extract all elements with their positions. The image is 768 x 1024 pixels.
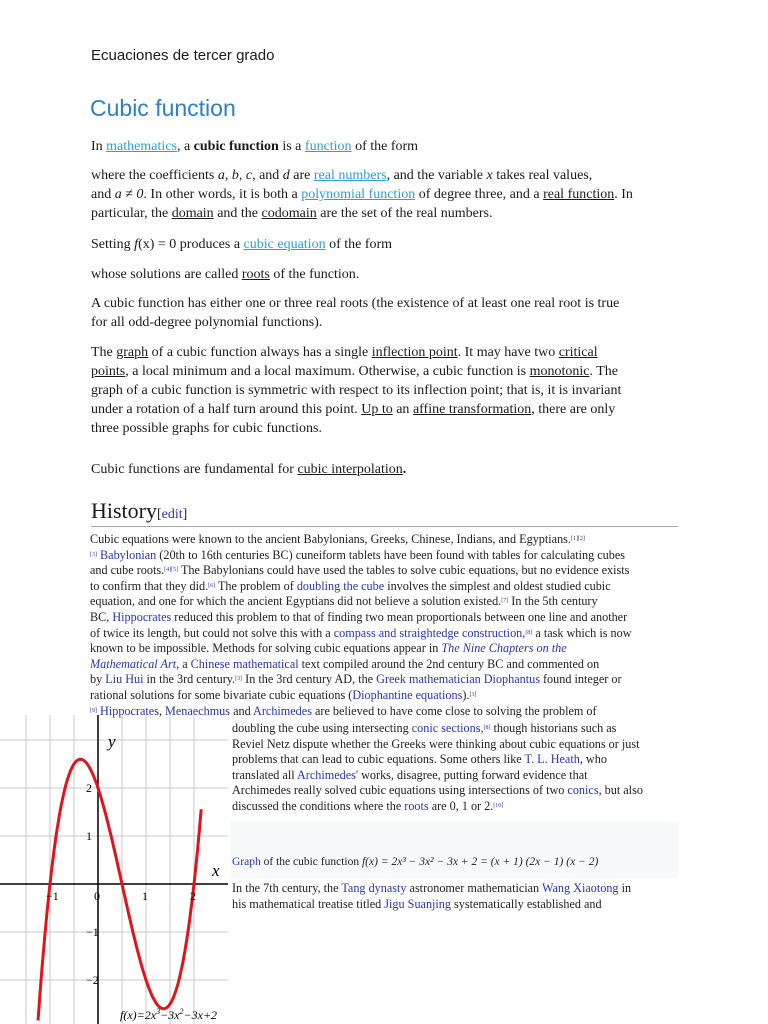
- text: equation, and one for which the ancient Egyptians did not believe a solution existed.: [90, 594, 502, 609]
- text: particular, the: [91, 206, 172, 221]
- text: Cubic equations were known to the ancient Babylonians, Greeks, Chinese, Indians, and Egyptians.: [90, 532, 571, 546]
- text: The: [91, 345, 117, 360]
- text: of the cubic function: [260, 856, 362, 868]
- link-archimedes-2[interactable]: Archimedes': [296, 767, 359, 782]
- coefficients-paragraph: [91, 166, 691, 223]
- section-title: History: [91, 498, 157, 523]
- document-title: Ecuaciones de tercer grado: [91, 47, 275, 64]
- plot-grid: [0, 715, 228, 1024]
- page-heading: Cubic function: [90, 95, 236, 121]
- tang-paragraph: [232, 881, 682, 912]
- text: text compiled around the 2nd century BC and commented on: [298, 656, 600, 671]
- text: a task which is now: [532, 625, 632, 640]
- y-tick-label: −2: [86, 973, 99, 987]
- text: (20th to 16th centuries BC) cuneiform tablets have been found with tables for calculating cubes: [156, 547, 625, 562]
- text: are 0, 1 or 2.: [428, 798, 494, 813]
- text: ,: [158, 703, 166, 718]
- link-nine-chapters-2[interactable]: Mathematical Art: [90, 656, 177, 671]
- text: to confirm that they did.: [90, 578, 209, 593]
- link-archimedes[interactable]: Archimedes: [253, 703, 312, 718]
- text-line: Reviel Netz dispute whether the Greeks were thinking about cubic equations or just: [232, 736, 640, 751]
- var: f: [134, 237, 139, 252]
- var: d: [282, 168, 290, 183]
- link-hippocrates-2[interactable]: Hippocrates: [100, 703, 159, 718]
- text: of the form: [351, 139, 419, 154]
- link-doubling-the-cube[interactable]: doubling the cube: [296, 578, 385, 593]
- text: In the 3rd century AD, the: [242, 672, 377, 687]
- link-polynomial-function[interactable]: polynomial function: [301, 187, 416, 202]
- link-monotonic[interactable]: monotonic: [529, 364, 590, 379]
- text: rational solutions for some bivariate cubic equations (: [90, 687, 353, 702]
- x-tick-label: 2: [190, 889, 196, 903]
- var: a: [217, 168, 225, 183]
- text: = 0 produces a: [154, 237, 244, 252]
- text: are the set of the real numbers.: [316, 206, 493, 221]
- edit-link[interactable]: edit: [161, 507, 183, 522]
- text: of degree three, and a: [415, 187, 544, 202]
- text-line: three possible graphs for cubic functions.: [91, 421, 322, 436]
- setting-paragraph: [91, 235, 392, 254]
- citation[interactable]: [6]: [208, 582, 216, 589]
- text: ,: [238, 168, 246, 183]
- text: of a cubic function always has a single: [148, 345, 372, 360]
- citation[interactable]: [3]: [469, 691, 477, 698]
- text: found integer or: [539, 672, 622, 687]
- text: are: [289, 168, 314, 183]
- cubic-function-graph: [0, 715, 228, 1024]
- var: x: [486, 168, 493, 183]
- text: , a: [176, 656, 191, 671]
- y-tick-label: 1: [86, 829, 92, 843]
- link-diophantus[interactable]: Diophantus: [483, 672, 540, 687]
- text: , there are only: [531, 402, 616, 417]
- link-critical-points[interactable]: critical: [558, 345, 598, 360]
- citation[interactable]: [9]: [90, 707, 97, 714]
- link-domain[interactable]: domain: [171, 206, 214, 221]
- history-heading: [91, 498, 678, 527]
- text: by: [90, 672, 106, 687]
- function-annotation: $f(x)=2x^3-3x^2-3x+2$: [120, 1007, 218, 1022]
- citation[interactable]: [10]: [493, 802, 504, 809]
- text: , a: [176, 139, 194, 154]
- link-liu-hui[interactable]: Liu Hui: [105, 672, 144, 687]
- link-critical-points-2[interactable]: points: [91, 364, 126, 379]
- link-graph-caption[interactable]: Graph: [232, 856, 261, 868]
- text: though historians such as: [490, 721, 617, 735]
- text: works, disagree, putting forward evidence that: [358, 767, 588, 782]
- text: , but also: [598, 783, 643, 798]
- text: . In other words, it is both a: [143, 187, 302, 202]
- text-line: for all odd-degree polynomial functions).: [91, 315, 323, 330]
- text: , a local minimum and a local maximum. Otherwise, a cubic function is: [125, 364, 530, 379]
- text: . In: [614, 187, 633, 202]
- link-real-numbers[interactable]: real numbers: [313, 168, 387, 183]
- real-roots-paragraph: [91, 294, 619, 332]
- text: is a: [278, 139, 305, 154]
- y-tick-label: −1: [86, 925, 99, 939]
- link-menaechmus[interactable]: Menaechmus: [165, 703, 231, 718]
- link-function[interactable]: function: [304, 139, 352, 154]
- link-heath[interactable]: T. L. Heath: [524, 752, 580, 767]
- text: his mathematical treatise titled: [232, 896, 385, 911]
- text: are believed to have come close to solving the problem of: [311, 703, 597, 718]
- text: of the form: [325, 237, 393, 252]
- link-nine-chapters[interactable]: The Nine Chapters on the: [441, 641, 567, 656]
- link-greek-mathematician[interactable]: Greek mathematician: [376, 672, 481, 687]
- x-axis-label: x: [212, 861, 220, 880]
- text: in the 3rd century.: [143, 672, 236, 687]
- y-axis-label: y: [108, 732, 116, 751]
- link-babylonian[interactable]: Babylonian: [100, 547, 157, 562]
- link-diophantine-equations[interactable]: Diophantine equations: [352, 687, 463, 702]
- link-jigu-suanjing[interactable]: Jigu Suanjing: [384, 896, 451, 911]
- text-line: A cubic function has either one or three real roots (the existence of at least one real root is true: [91, 296, 620, 311]
- citation[interactable]: [8]: [483, 725, 491, 731]
- text: In the 7th century, the: [232, 881, 342, 895]
- text: Cubic functions are fundamental for: [91, 462, 298, 477]
- text: astronomer mathematician: [406, 881, 542, 895]
- text: and: [230, 703, 254, 718]
- text: and cube roots.: [90, 563, 165, 578]
- text: of the function.: [269, 267, 360, 282]
- text: In: [91, 139, 107, 154]
- text: under a rotation of a half turn around this point.: [91, 402, 362, 417]
- citation[interactable]: [3]: [90, 551, 97, 558]
- citation[interactable]: [4][5]: [164, 567, 179, 574]
- cubic-curve: [38, 759, 201, 1020]
- text: an: [392, 402, 413, 417]
- text: Archimedes really solved cubic equations using intersections of two: [232, 783, 568, 798]
- text: known to be impossible. Methods for solving cubic equations appear in: [90, 641, 442, 656]
- link-conic-sections[interactable]: conic sections,: [411, 721, 484, 735]
- caption-formula: f(x) = 2x³ − 3x² − 3x + 2 = (x + 1) (2x − 1) (x − 2): [361, 856, 599, 868]
- text: and: [91, 187, 115, 202]
- text: systematically established and: [451, 896, 602, 911]
- y-tick-label: 2: [86, 781, 92, 795]
- float-paragraph: [232, 721, 682, 815]
- text: Setting: [91, 237, 135, 252]
- bold-term: cubic function: [193, 139, 279, 154]
- text: takes real values,: [492, 168, 593, 183]
- var: c: [245, 168, 253, 183]
- text: whose solutions are called: [91, 267, 242, 282]
- text: of twice its length, but could not solve this with a: [90, 625, 334, 640]
- text: , who: [579, 752, 607, 767]
- history-body: [90, 532, 690, 719]
- graph-paragraph: [91, 343, 621, 438]
- text: problems that can lead to cubic equations. Some others like: [232, 752, 525, 767]
- link-chinese-mathematical[interactable]: Chinese mathematical: [190, 656, 299, 671]
- bracket: [: [157, 507, 162, 522]
- text: where the coefficients: [91, 168, 218, 183]
- text: The problem of: [215, 578, 297, 593]
- intro-paragraph: [91, 137, 418, 156]
- text: translated all: [232, 767, 297, 782]
- link-mathematics[interactable]: mathematics: [106, 139, 177, 154]
- x-tick-label: 1: [142, 889, 148, 903]
- link-wang-xiaotong[interactable]: Wang Xiaotong: [541, 881, 619, 895]
- text: .: [402, 462, 407, 477]
- bracket: ]: [182, 507, 188, 522]
- interpolation-paragraph: [91, 460, 406, 479]
- text: discussed the conditions where the: [232, 798, 405, 813]
- text: reduced this problem to that of finding two mean proportionals between one line and another: [171, 609, 628, 624]
- text: BC,: [90, 609, 113, 624]
- text: , and the variable: [386, 168, 487, 183]
- link-inflection-point[interactable]: inflection point: [371, 345, 458, 360]
- var: b: [231, 168, 239, 183]
- link-graph[interactable]: graph: [116, 345, 149, 360]
- text: involves the simplest and oldest studied cubic: [384, 578, 611, 593]
- link-compass-straightedge[interactable]: compass and straightedge construction,: [333, 625, 526, 640]
- text-line: graph of a cubic function is symmetric with respect to its inflection point; that is, it is invariant: [91, 383, 622, 398]
- text: ,: [224, 168, 232, 183]
- link-codomain[interactable]: codomain: [261, 206, 317, 221]
- link-cubic-interpolation[interactable]: cubic interpolation: [297, 462, 403, 477]
- text: , and: [252, 168, 283, 183]
- link-affine-transformation[interactable]: affine transformation: [412, 402, 532, 417]
- figure-caption: [232, 855, 598, 871]
- citation[interactable]: [3]: [235, 676, 243, 683]
- link-hippocrates[interactable]: Hippocrates: [112, 609, 172, 624]
- x-tick-label: −1: [46, 889, 59, 903]
- text: (x): [138, 237, 155, 252]
- text: ).: [462, 687, 470, 702]
- citation[interactable]: [7]: [501, 598, 509, 605]
- link-conics[interactable]: conics: [567, 783, 599, 798]
- text: In the 5th century: [508, 594, 598, 609]
- text: . It may have two: [457, 345, 559, 360]
- text: . The: [589, 364, 618, 379]
- citation[interactable]: [1][2]: [570, 536, 585, 542]
- link-real-function[interactable]: real function: [543, 187, 615, 202]
- link-roots[interactable]: roots: [241, 267, 270, 282]
- roots-paragraph: [91, 265, 359, 284]
- var: a ≠ 0: [114, 187, 144, 202]
- x-tick-label: 0: [94, 889, 100, 903]
- text: doubling the cube using intersecting: [232, 721, 412, 735]
- link-up-to[interactable]: Up to: [361, 402, 393, 417]
- link-tang-dynasty[interactable]: Tang dynasty: [341, 881, 407, 895]
- link-roots-2[interactable]: roots: [404, 798, 429, 813]
- link-cubic-equation[interactable]: cubic equation: [243, 237, 326, 252]
- text: and the: [213, 206, 262, 221]
- text: in: [618, 881, 632, 895]
- text: The Babylonians could have used the tables to solve cubic equations, but no evidence exists: [178, 563, 630, 578]
- citation[interactable]: [8]: [525, 629, 533, 636]
